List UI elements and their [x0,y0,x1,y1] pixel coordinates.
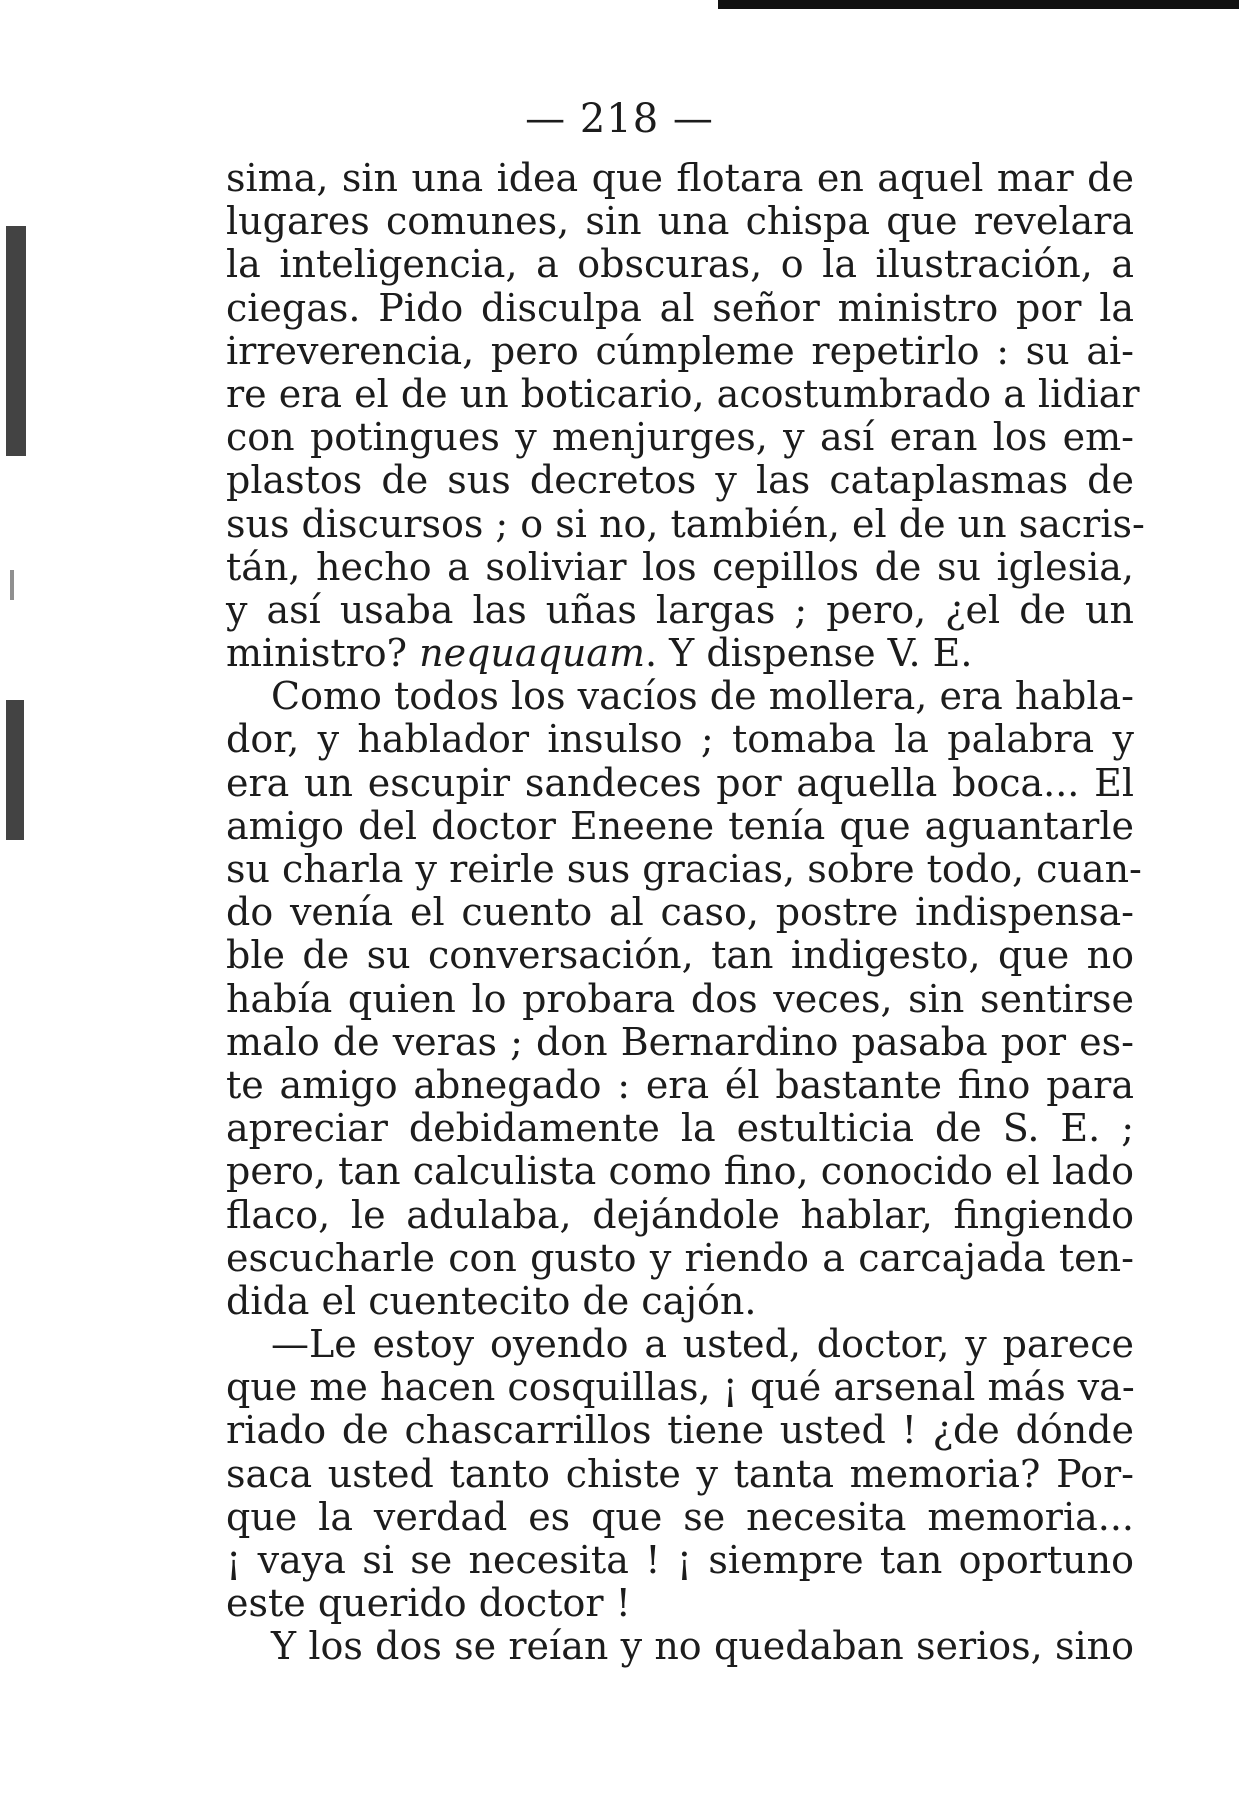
text-line: ¡ vaya si se necesita ! ¡ siempre tan oportuno [226,1538,1134,1582]
left-margin-scan-mark [6,226,26,456]
text-line: re era el de un boticario, acostumbrado a lidiar [226,371,1140,416]
text-line: sus discursos ; o si no, también, el de un sacris- [226,501,1145,546]
text-line: había quien lo probara dos veces, sin sentirse [226,976,1134,1021]
text-run: . Y dispense V. E. [645,631,973,676]
text-line: malo de veras ; don Bernardino pasaba por es- [226,1019,1134,1064]
text-line: amigo del doctor Eneene tenía que aguantarle [226,803,1134,848]
text-line: tán, hecho a soliviar los cepillos de su iglesia, [226,544,1134,589]
text-line: irreverencia, pero cúmpleme repetirlo : su ai- [226,328,1134,373]
text-line: sima, sin una idea que flotara en aquel mar de [226,156,1134,200]
text-line: ble de su conversación, tan indigesto, que no [226,933,1134,978]
text-line: escucharle con gusto y riendo a carcajada ten- [226,1235,1134,1280]
left-margin-scan-mark [10,570,14,600]
paragraph-end-line: dida el cuentecito de cajón. [226,1278,757,1323]
text-line: te amigo abnegado : era él bastante fino para [226,1062,1134,1107]
body-text [226,156,1145,1669]
left-margin-scan-mark [6,700,24,840]
text-line-mixed [226,632,1134,675]
text-line: que la verdad es que se necesita memoria... [226,1494,1134,1539]
text-line: la inteligencia, a obscuras, o la ilustración, a [226,242,1134,287]
text-line: flaco, le adulaba, dejándole hablar, fingiendo [226,1192,1134,1237]
text-line: plastos de sus decretos y las cataplasmas de [226,458,1134,503]
paragraph-start-line: Como todos los vacíos de mollera, era habla- [271,674,1134,719]
text-line: que me hacen cosquillas, ¡ qué arsenal más va- [226,1365,1135,1410]
text-line: ciegas. Pido disculpa al señor ministro por la [226,285,1134,330]
top-edge-rule [718,0,1239,9]
text-line: era un escupir sandeces por aquella boca... El [226,760,1134,805]
paragraph-end-line: este querido doctor ! [226,1581,631,1626]
page-number: — 218 — [525,96,714,142]
text-line: y así usaba las uñas largas ; pero, ¿el de un [226,587,1134,632]
paragraph-start-line: —Le estoy oyendo a usted, doctor, y parece [271,1322,1134,1367]
text-line: dor, y hablador insulso ; tomaba la palabra y [226,717,1134,762]
text-line: pero, tan calculista como fino, conocido el lado [226,1149,1134,1194]
text-line: saca usted tanto chiste y tanta memoria? Por- [226,1451,1134,1496]
text-line: su charla y reirle sus gracias, sobre todo, cuan- [226,847,1142,891]
text-line: apreciar debidamente la estulticia de S. E. ; [226,1106,1134,1151]
paragraph-start-line: Y los dos se reían y no quedaban serios, sino [271,1624,1134,1669]
text-run: ministro? [226,631,420,676]
italic-latin-word: nequaquam [419,631,645,676]
text-line: do venía el cuento al caso, postre indispensa- [226,890,1134,935]
text-line: lugares comunes, sin una chispa que revelara [226,199,1134,244]
text-line: con potingues y menjurges, y así eran los em- [226,415,1134,460]
text-line: riado de chascarrillos tiene usted ! ¿de dónde [226,1408,1134,1453]
